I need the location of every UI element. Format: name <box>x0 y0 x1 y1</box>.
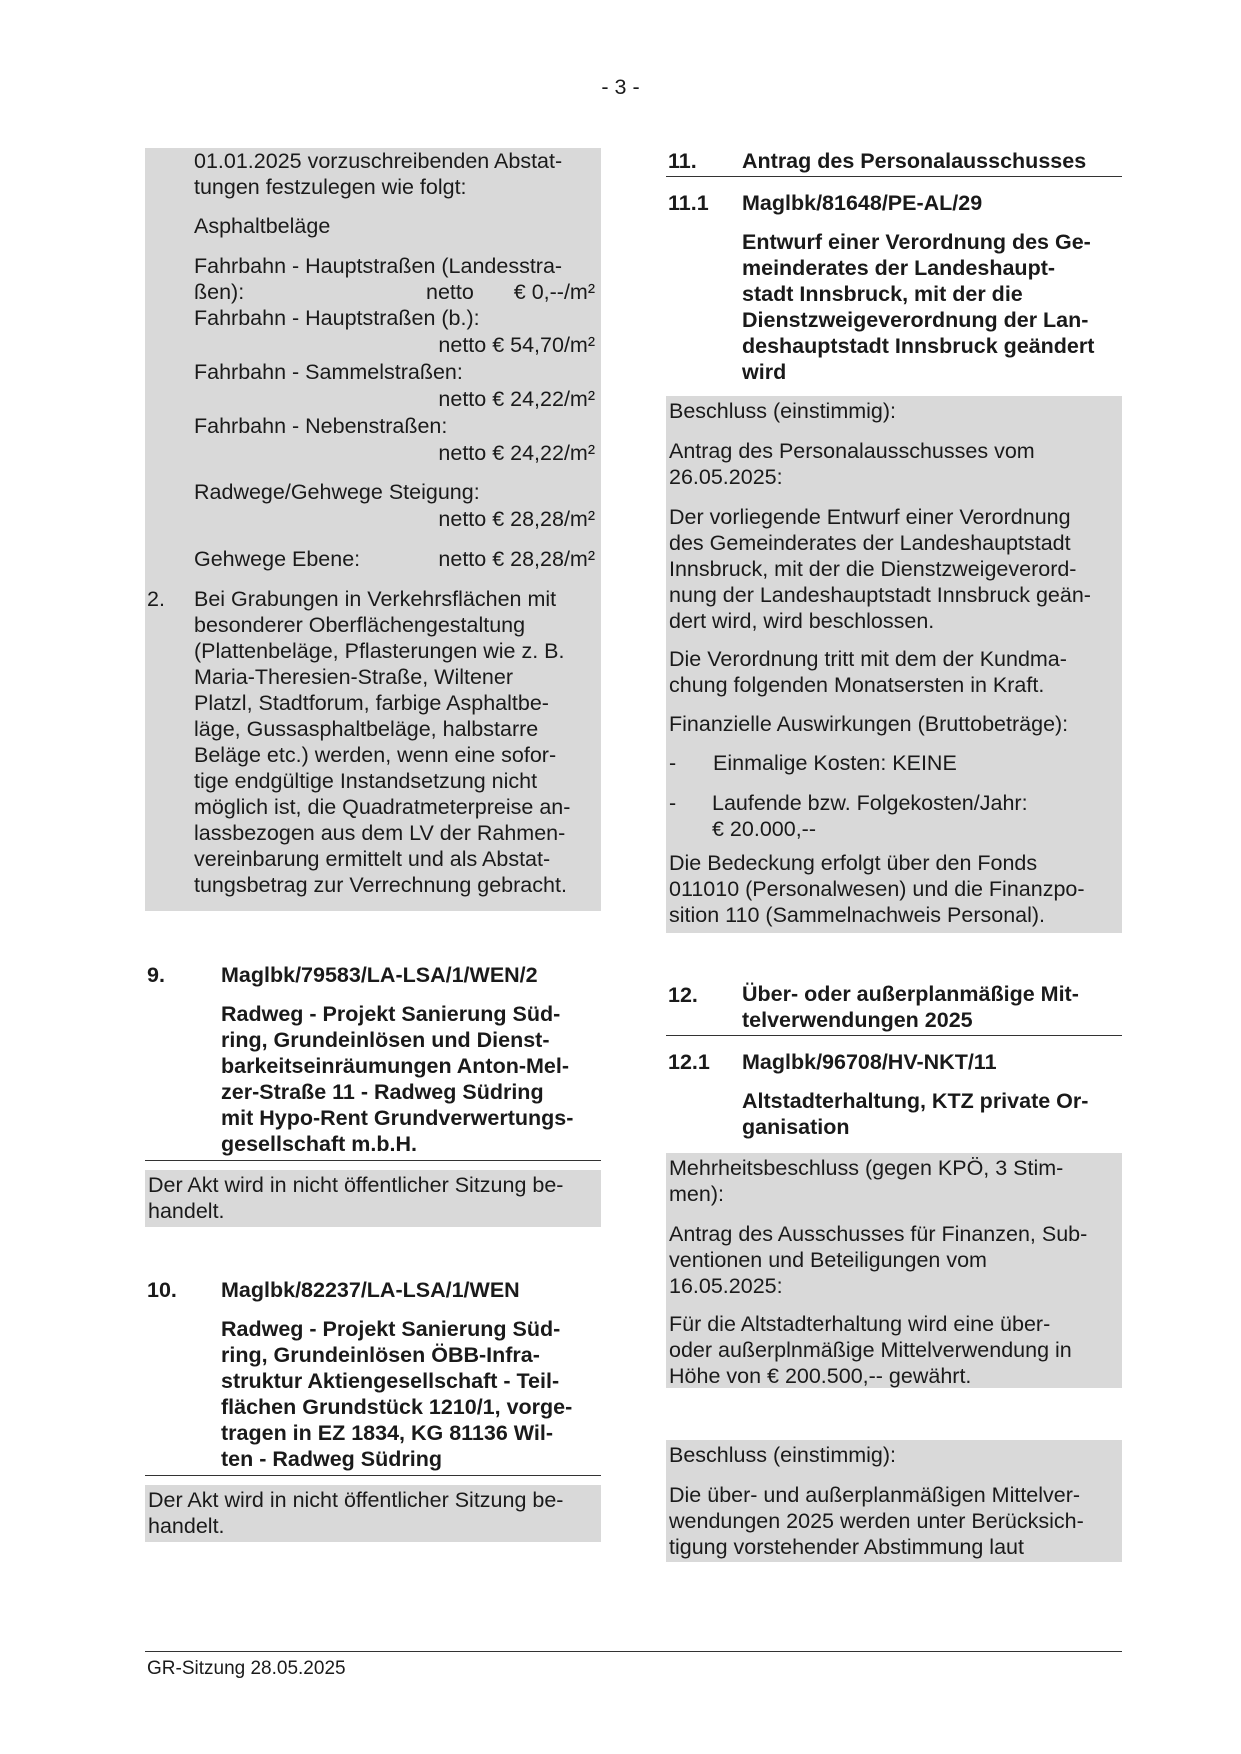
item-12-1-code: Maglbk/96708/HV-NKT/11 <box>742 1050 997 1074</box>
rate-6-label: Gehwege Ebene: <box>194 547 361 571</box>
item-11-1-title: Entwurf einer Verordnung des Ge- meinderates der Landeshaupt- stadt Innsbruck, mit der die Dienstzweigeverordnung der Lan- deshauptstadt Innsbruck geändert wird <box>742 230 1095 384</box>
rate-3-label: Fahrbahn - Sammelstraßen: <box>194 360 463 384</box>
item-12-proposal-block <box>666 1153 1122 1388</box>
item-12-majority: Mehrheitsbeschluss (gegen KPÖ, 3 Stim- men): <box>669 1156 1064 1206</box>
item-11-number: 11. <box>668 149 697 173</box>
rate-4-label: Fahrbahn - Nebenstraßen: <box>194 414 448 438</box>
rate-6-value: netto € 28,28/m² <box>438 547 595 571</box>
asphalt-heading: Asphaltbeläge <box>194 214 331 238</box>
item-11-text-2: Die Verordnung tritt mit dem der Kundma- chung folgenden Monatsersten in Kraft. <box>669 647 1067 697</box>
item-12-number: 12. <box>668 983 698 1007</box>
item-11-text-1: Der vorliegende Entwurf einer Verordnung des Gemeinderates der Landeshauptstadt Innsbruck, mit der die Dienstzweigeverord- nung der Landeshauptstadt Innsbruck geän- dert wird, wird beschlossen. <box>669 505 1091 633</box>
item-9-rule <box>145 1160 601 1161</box>
item-12-title: Über- oder außerplanmäßige Mit- telverwendungen 2025 <box>742 982 1079 1032</box>
item-12-resolution-block <box>666 1440 1122 1562</box>
item-12-antrag: Antrag des Ausschusses für Finanzen, Sub- ventionen und Beteiligungen vom 16.05.2025: <box>669 1222 1088 1298</box>
rate-1-value: € 0,--/m² <box>513 280 595 304</box>
item-11-bullet-2: Laufende bzw. Folgekosten/Jahr: € 20.000,-- <box>712 791 1028 841</box>
item-11-bullet-1: Einmalige Kosten: KEINE <box>713 751 957 775</box>
page-number: - 3 - <box>601 75 640 99</box>
point-2-text: Bei Grabungen in Verkehrsflächen mit besonderer Oberflächengestaltung (Plattenbeläge, Pflasterungen wie z. B. Maria-Theresien-Straße, Wiltener Platzl, Stadtforum, farbige Asphaltbe- läge, Gussasphaltbeläge, halbstarre Beläge etc.) werden, wenn eine sofor- tige endgültige Instandsetzung nicht möglich ist, die Quadratmeterpreise an- lassbezogen aus dem LV der Rahmen- vereinbarung ermittelt und als Abstat- tungsbetrag zur Verrechnung gebracht. <box>194 587 571 897</box>
item-9-code: Maglbk/79583/LA-LSA/1/WEN/2 <box>221 963 538 987</box>
cont-line-2: tungen festzulegen wie folgt: <box>194 175 467 199</box>
item-10-code: Maglbk/82237/LA-LSA/1/WEN <box>221 1278 520 1302</box>
item-9-number: 9. <box>147 963 165 987</box>
item-10-note-box <box>145 1485 601 1542</box>
footer-rule <box>145 1651 1122 1652</box>
item-12-1-title: Altstadterhaltung, KTZ private Or- ganisation <box>742 1089 1089 1139</box>
rate-2-value: netto € 54,70/m² <box>438 333 595 357</box>
rate-1-netto: netto <box>426 280 474 304</box>
item-12-beschluss: Beschluss (einstimmig): <box>669 1443 896 1467</box>
rate-1-label-a: Fahrbahn - Hauptstraßen (Landesstra- <box>194 254 563 278</box>
item-12-final: Die über- und außerplanmäßigen Mittelver- wendungen 2025 werden unter Berücksich- tigung vorstehender Abstimmung laut <box>669 1483 1084 1559</box>
item-11-beschluss: Beschluss (einstimmig): <box>669 399 896 423</box>
item-9-title: Radweg - Projekt Sanierung Süd- ring, Grundeinlösen und Dienst- barkeitseinräumungen Anton-Mel- zer-Straße 11 - Radweg Südring mit Hypo-Rent Grundverwertungs- gesellschaft m.b.H. <box>221 1002 574 1156</box>
item-11-financial: Finanzielle Auswirkungen (Bruttobeträge): <box>669 712 1069 736</box>
item-11-1-number: 11.1 <box>668 191 709 215</box>
item-9-note: Der Akt wird in nicht öffentlicher Sitzung be- handelt. <box>148 1173 564 1223</box>
item-11-bullet-1-dash: - <box>669 751 677 775</box>
point-2-number: 2. <box>147 587 165 611</box>
item-12-1-number: 12.1 <box>668 1050 710 1074</box>
item-9-note-box <box>145 1170 601 1227</box>
item-11-antrag: Antrag des Personalausschusses vom 26.05.2025: <box>669 439 1035 489</box>
item-12-rule <box>666 1035 1122 1036</box>
rate-5-value: netto € 28,28/m² <box>438 507 595 531</box>
item-11-resolution-block <box>666 396 1122 933</box>
item-11-bullet-2-dash: - <box>669 791 677 815</box>
rate-5-label: Radwege/Gehwege Steigung: <box>194 480 480 504</box>
item-11-title: Antrag des Personalausschusses <box>742 149 1087 173</box>
item-10-number: 10. <box>147 1278 177 1302</box>
item-11-rule <box>666 176 1122 177</box>
item-12-text: Für die Altstadterhaltung wird eine über- oder außerplnmäßige Mittelverwendung in Höhe von € 200.500,-- gewährt. <box>669 1312 1072 1388</box>
footer-text: GR-Sitzung 28.05.2025 <box>147 1658 346 1679</box>
item-11-coverage: Die Bedeckung erfolgt über den Fonds 011010 (Personalwesen) und die Finanzpo- sition 110 (Sammelnachweis Personal). <box>669 851 1085 927</box>
rate-4-value: netto € 24,22/m² <box>438 441 595 465</box>
rate-3-value: netto € 24,22/m² <box>438 387 595 411</box>
item-10-title: Radweg - Projekt Sanierung Süd- ring, Grundeinlösen ÖBB-Infra- struktur Aktiengesellschaft - Teil- flächen Grundstück 1210/1, vorge- tragen in EZ 1834, KG 81136 Wil- ten - Radweg Südring <box>221 1317 573 1471</box>
rate-2-label: Fahrbahn - Hauptstraßen (b.): <box>194 306 480 330</box>
cont-line-1: 01.01.2025 vorzuschreibenden Abstat- <box>194 149 563 173</box>
item-11-1-code: Maglbk/81648/PE-AL/29 <box>742 191 983 215</box>
rate-1-label-b: ßen): <box>194 280 245 304</box>
left-continuation-block <box>145 148 601 911</box>
item-10-note: Der Akt wird in nicht öffentlicher Sitzung be- handelt. <box>148 1488 564 1538</box>
item-10-rule <box>145 1475 601 1476</box>
